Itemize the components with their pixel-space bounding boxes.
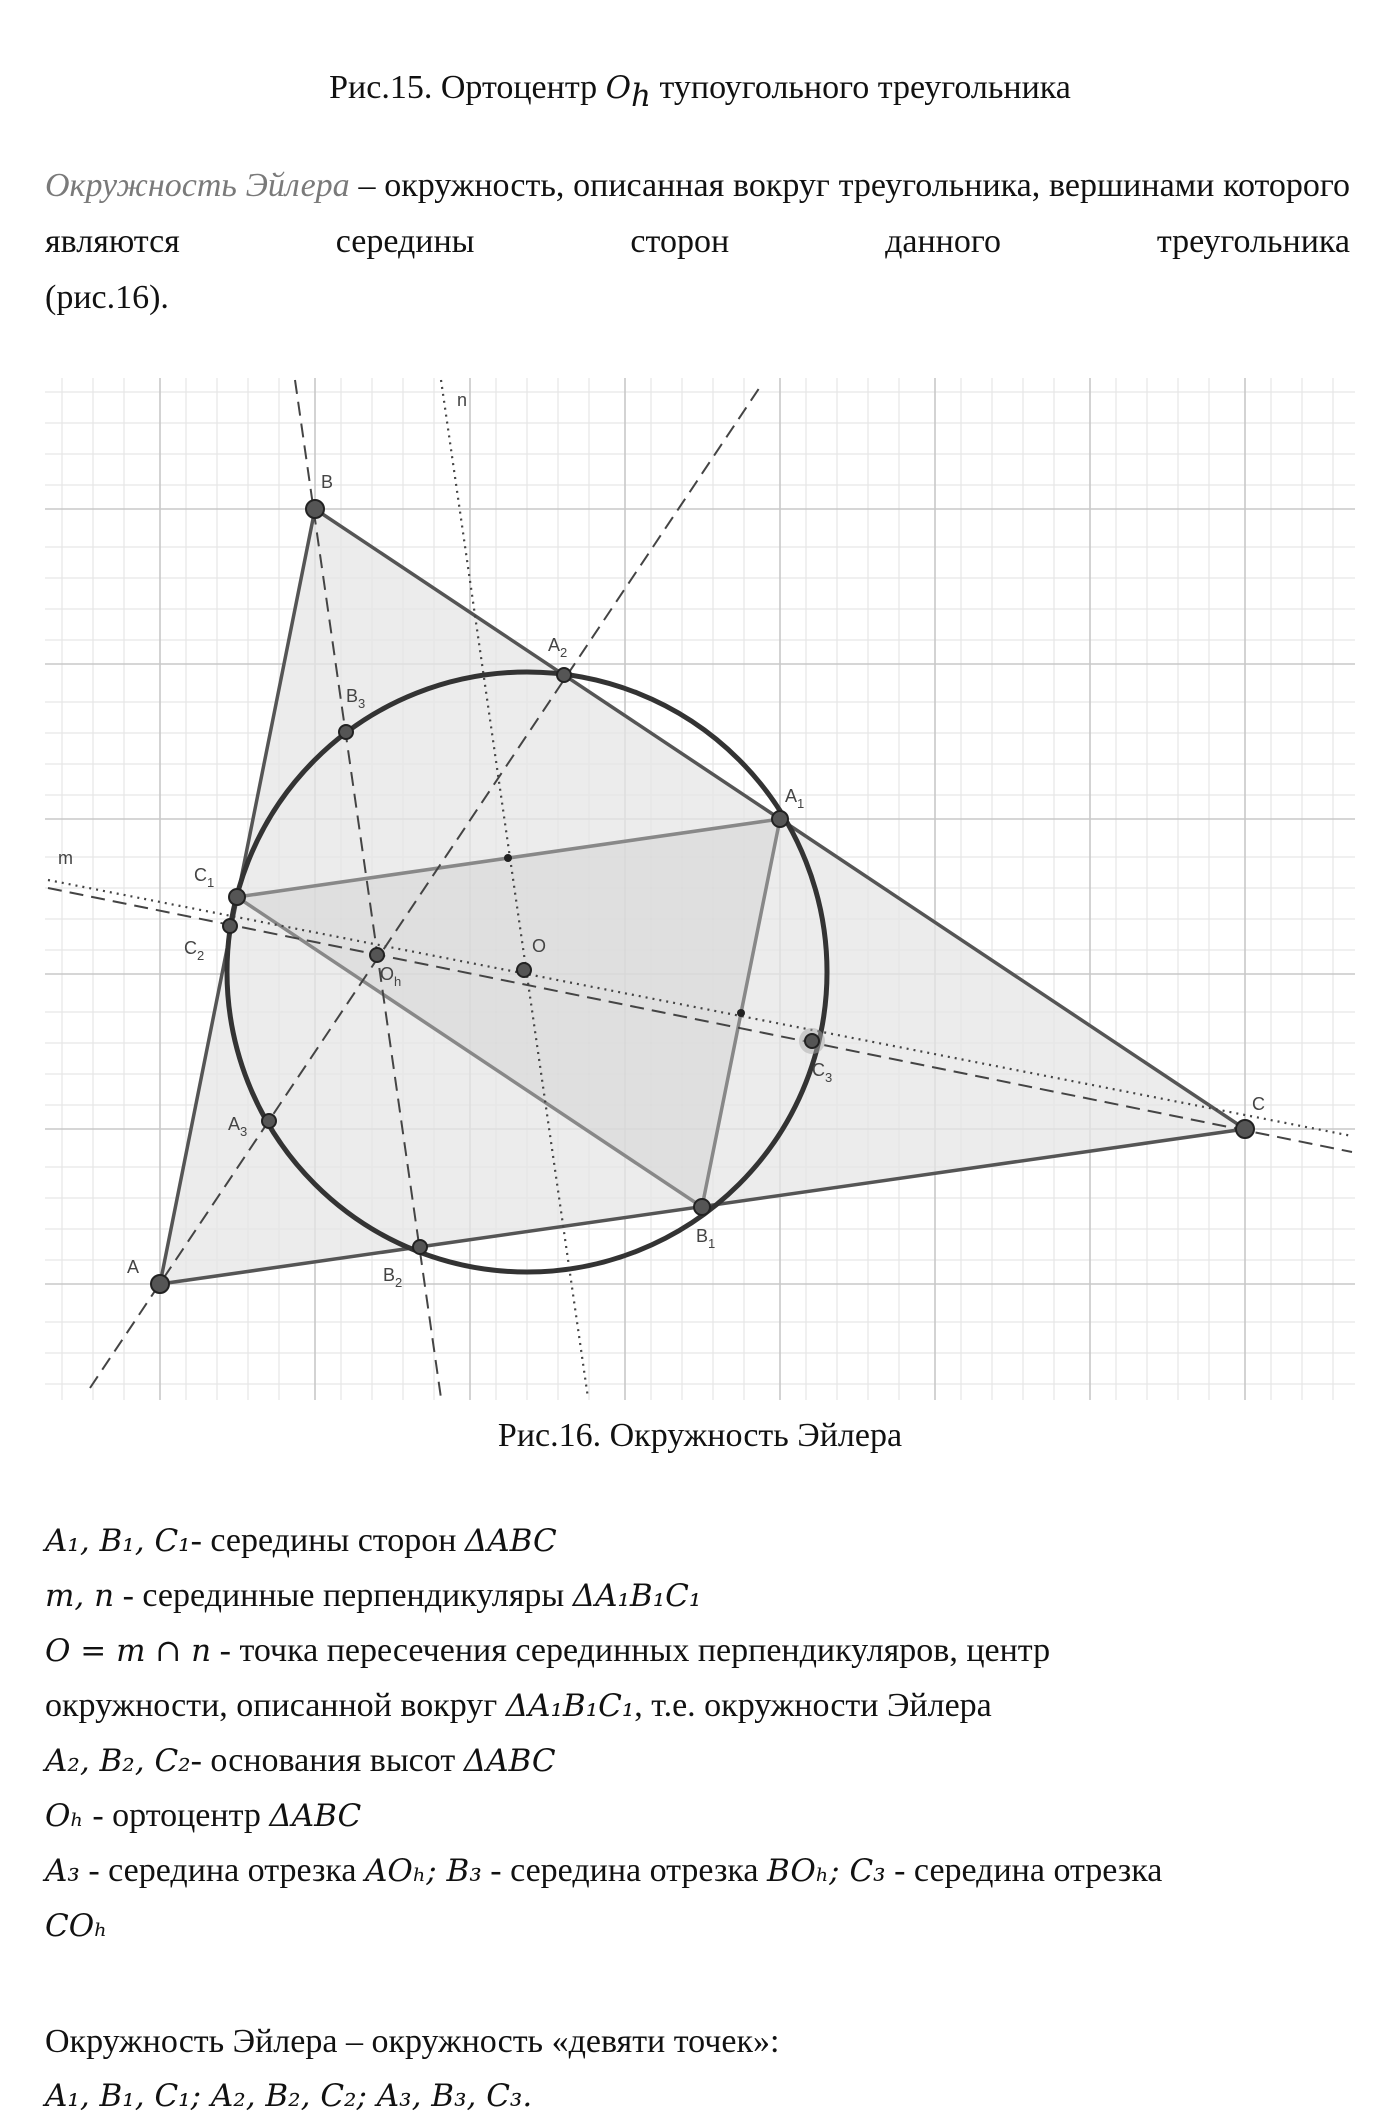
label-c: C [1252,1094,1265,1114]
label-a2: $A_2$ [548,635,568,660]
definition-line2: вершинами которого являются середины сторон данного треугольника [45,167,1350,260]
label-b: B [321,472,334,492]
notation-center-cont-tail: , т.е. окружности Эйлера [634,1687,992,1724]
point-a2 [557,668,571,682]
point-b2 [413,1240,427,1254]
notation-seg-t2: - середина отрезка [481,1852,767,1889]
label-n: n [457,390,468,410]
notation-midpoints [45,1513,1365,1568]
point-c [1236,1120,1254,1138]
point-b3 [339,725,353,739]
notation-center-math: O = m ∩ n [45,1633,212,1669]
label-c3: $C_3$ [812,1060,833,1085]
caption15-text: Рис.15. Ортоцентр [329,69,606,106]
label-m: m [58,848,73,868]
point-b1 [694,1199,710,1215]
notation-center [45,1623,1365,1678]
point-c3 [805,1034,819,1048]
label-oh: $O_h$ [380,964,402,989]
midpoint-mark-2 [737,1009,745,1017]
point-a3 [262,1114,276,1128]
point-o [517,963,531,977]
notation-midpoints-tri: ΔABC [464,1523,557,1559]
label-b1: $B_1$ [696,1226,716,1251]
notation-center-text: - точка пересечения серединных перпендикуляров, центр [211,1632,1051,1669]
notation-center-cont-text: окружности, описанной вокруг [45,1687,506,1724]
notation-list [45,1513,1365,1953]
point-c2 [223,919,237,933]
notation-bisectors [45,1568,1365,1623]
nine-point-list: A₁, B₁, C₁; A₂, B₂, C₂; A₃, B₃, C₃. [45,2078,533,2114]
notation-segment-midpoints-cont [45,1898,1365,1953]
figure15-caption [0,68,1400,114]
notation-center-cont-tri: ΔA₁B₁C₁ [505,1688,635,1724]
midpoint-mark-1 [504,854,512,862]
euler-circle-definition [45,158,1350,326]
notation-seg-m1: A₃ [45,1853,80,1889]
notation-bisectors-tri: ΔA₁B₁C₁ [572,1578,702,1614]
notation-orthocenter-math: Oₕ [45,1798,84,1834]
notation-seg-m5: C₃ [849,1853,886,1889]
notation-bisectors-text: - серединные перпендикуляры [114,1577,573,1614]
definition-line3: (рис.16). [45,279,169,316]
point-oh [370,948,384,962]
label-b3: $B_3$ [346,686,366,711]
nine-point-text: Окружность Эйлера – окружность «девяти точек»: [45,2023,780,2060]
notation-center-cont [45,1678,1365,1733]
notation-seg-m4: BOₕ; [766,1853,850,1889]
notation-seg-cont-math: COₕ [45,1908,108,1944]
notation-seg-t3: - середина отрезка [885,1852,1163,1889]
label-o: O [532,936,547,956]
point-a1 [772,811,788,827]
notation-seg-m2: AOₕ; [365,1853,447,1889]
notation-seg-m3: B₃ [446,1853,482,1889]
nine-point-statement [45,2014,1365,2124]
notation-midpoints-math: A₁, B₁, C₁ [45,1523,191,1559]
notation-altitude-feet-math: A₂, B₂, C₂ [45,1743,191,1779]
notation-altitude-feet-tri: ΔABC [463,1743,556,1779]
notation-bisectors-math: m, n [45,1578,115,1614]
figure16-caption: Рис.16. Окружность Эйлера [497,1417,903,1454]
label-c2: $C_2$ [184,938,205,963]
label-a1: $A_1$ [785,786,805,811]
notation-segment-midpoints [45,1843,1365,1898]
caption15-tail: тупоугольного треугольника [651,69,1071,106]
definition-line1: – окружность, описанная вокруг треугольника, [349,167,1041,204]
label-c1: $C_1$ [194,865,215,890]
notation-orthocenter-text: - ортоцентр [83,1797,270,1834]
label-a3: $A_3$ [228,1114,248,1139]
point-b [306,500,324,518]
definition-lead: Окружность Эйлера [45,167,350,204]
notation-altitude-feet [45,1733,1365,1788]
notation-orthocenter [45,1788,1365,1843]
notation-altitude-feet-text: - основания высот [190,1742,464,1779]
notation-seg-t1: - середина отрезка [79,1852,366,1889]
notation-orthocenter-tri: ΔABC [269,1798,362,1834]
label-b2: $B_2$ [383,1265,403,1290]
caption15-math-sub: h [631,77,651,114]
euler-circle-figure [45,378,1355,1400]
label-a: A [127,1257,140,1277]
point-a [151,1275,169,1293]
notation-midpoints-text: - середины сторон [190,1522,465,1559]
point-c1 [229,889,245,905]
caption15-math: O [605,70,632,106]
